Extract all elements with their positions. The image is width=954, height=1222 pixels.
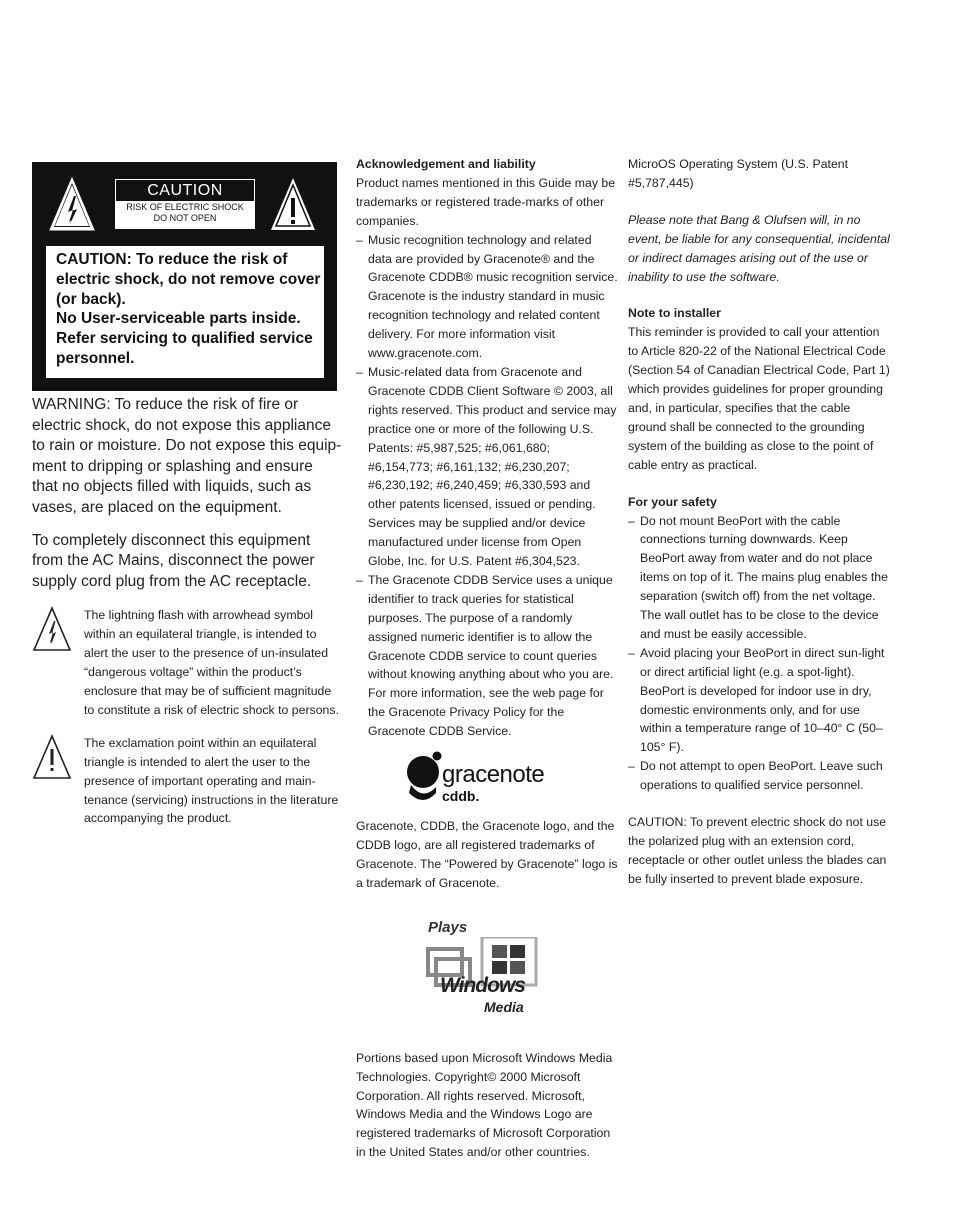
list-item: – Avoid placing your BeoPort in direct sun-light or direct artificial light (e.g. a spot-light). BeoPort is developed for indoor use in dry, domestic environments only, and for use within a temperature range of 10–40° C (50–105° F). (628, 644, 890, 757)
lightning-note (32, 606, 342, 719)
gracenote-logo-word: gracenote (442, 761, 545, 789)
warning-paragraph (32, 395, 342, 519)
list-item: – Do not mount BeoPort with the cable connections turning downwards. Keep BeoPort away from water and do not place items on top of it. The mains plug enables the separation (switch off) from the net voltage. The wall outlet has to be close to the device and must be easily accessible. (628, 512, 890, 644)
exclamation-note (32, 734, 342, 829)
caution-text-1: CAUTION: To reduce the risk of electric shock, do not remove cover (or back). (56, 251, 321, 308)
list-item: – Music-related data from Gracenote and Gracenote CDDB Client Software © 2003, all rights reserved. This product and service may practice one or more of the following U.S. Patents: #5,987,525; #6,061,680; #6,154,773; #6,161,132; #6,230,207; #6,230,192; #6,240,459; #6,330,593 and other patents licensed, issued or pending. Services may be supplied and/or device manufactured under license from Open Globe, Inc. for U.S. Patent #6,304,523. (356, 363, 618, 571)
safety-heading: For your safety (628, 494, 717, 509)
caution-label (114, 178, 256, 230)
spacer (628, 795, 890, 813)
caution-plug-note: CAUTION: To prevent electric shock do not use the polarized plug with an extension cord, receptacle or other outlet unless the blades can be fully inserted to prevent blade exposure. (628, 815, 887, 886)
spacer (628, 286, 890, 304)
caution-label-title: CAUTION (116, 180, 254, 201)
caution-text-3: Refer servicing to qualified service personnel. (56, 330, 313, 367)
wm-logo-media: Media (484, 998, 524, 1015)
wm-logo-windows: Windows (440, 973, 525, 997)
microos-note: MicroOS Operating System (U.S. Patent #5,787,445) (628, 157, 849, 190)
safety-list (628, 512, 890, 796)
lightning-warning-icon (48, 176, 96, 232)
right-column (628, 155, 890, 889)
microsoft-note: Portions based upon Microsoft Windows Media Technologies. Copyright© 2000 Microsoft Corporation. All rights reserved. Microsoft, Windows Media and the Windows Logo are registered trademarks of Microsoft Corporation in the United States and/or other countries. (356, 1050, 613, 1160)
gracenote-logo-sub: cddb. (442, 788, 480, 805)
windows-media-logo (426, 919, 550, 1019)
lightning-note-text: The lightning flash with arrowhead symbol within an equilateral triangle, is intended to alert the user to the presence of un-insulated “dangerous voltage” within the product’s enclosure that may be of sufficient magnitude to constitute a risk of electric shock to persons. (84, 608, 339, 717)
gracenote-mark-icon (404, 751, 444, 803)
gracenote-logo (404, 751, 618, 803)
gracenote-trademark: Gracenote, CDDB, the Gracenote logo, and the CDDB logo, are all registered trademarks of Gracenote. The “Powered by Gracenote” logo is a trademark of Gracenote. (356, 819, 618, 890)
ack-intro: Product names mentioned in this Guide may be trademarks or registered trade-marks of other companies. (356, 175, 616, 228)
caution-label-sub2: DO NOT OPEN (153, 213, 217, 223)
warning-lead: WARNING: (32, 396, 111, 413)
ack-heading: Acknowledgement and liability (356, 157, 536, 171)
middle-column (356, 155, 618, 1162)
spacer (628, 193, 890, 211)
installer-text: This reminder is provided to call your attention to Article 820-22 of the National Electrical Code (Section 54 of Canadian Electrical Code, Part 1) which provides guidelines for proper grounding and, in particular, specifies that the cable ground shall be connected to the grounding system of the building as close to the point of cable entry as practical. (628, 325, 890, 472)
left-column (32, 162, 342, 828)
ack-list (356, 231, 618, 741)
list-item: – The Gracenote CDDB Service uses a unique identifier to track queries for statistical purposes. The purpose of a randomly assigned numeric identifier is to allow the Gracenote CDDB service to count queries without knowing anything about who you are. For more information, see the web page for the Gracenote Privacy Policy for the Gracenote CDDB Service. (356, 571, 618, 741)
wm-logo-plays: Plays (428, 918, 468, 936)
spacer (628, 475, 890, 493)
caution-label-sub1: RISK OF ELECTRIC SHOCK (126, 202, 244, 212)
disconnect-paragraph: To completely disconnect this equipment from the AC Mains, disconnect the power supply cord plug from the AC receptacle. (32, 531, 315, 590)
list-item: – Do not attempt to open BeoPort. Leave such operations to qualified service personnel. (628, 757, 890, 795)
installer-heading: Note to installer (628, 306, 721, 321)
liability-note: Please note that Bang & Olufsen will, in no event, be liable for any consequential, incidental or indirect damages arising out of the use or inability to use the software. (628, 212, 890, 284)
caution-box (32, 162, 337, 391)
exclamation-warning-icon (269, 176, 317, 232)
lightning-triangle-icon (32, 606, 72, 652)
warning-text: To reduce the risk of fire or electric shock, do not expose this appliance to rain or moisture. Do not expose this equip-ment to dripping or splashing and ensure that no objects filled with liquids, such as vases, are placed on the equipment. (32, 396, 342, 516)
list-item: – Music recognition technology and related data are provided by Gracenote® and the Gracenote CDDB® music recognition service. Gracenote is the industry standard in music recognition technology and related content delivery. For more information visit www.gracenote.com. (356, 231, 618, 363)
caution-text-panel (46, 246, 324, 378)
exclamation-triangle-icon (32, 734, 72, 780)
caution-text-2: No User-serviceable parts inside. (56, 310, 301, 328)
exclamation-note-text: The exclamation point within an equilateral triangle is intended to alert the user to the presence of important operating and main-tenance (servicing) instructions in the literature accompanying the product. (84, 735, 339, 826)
